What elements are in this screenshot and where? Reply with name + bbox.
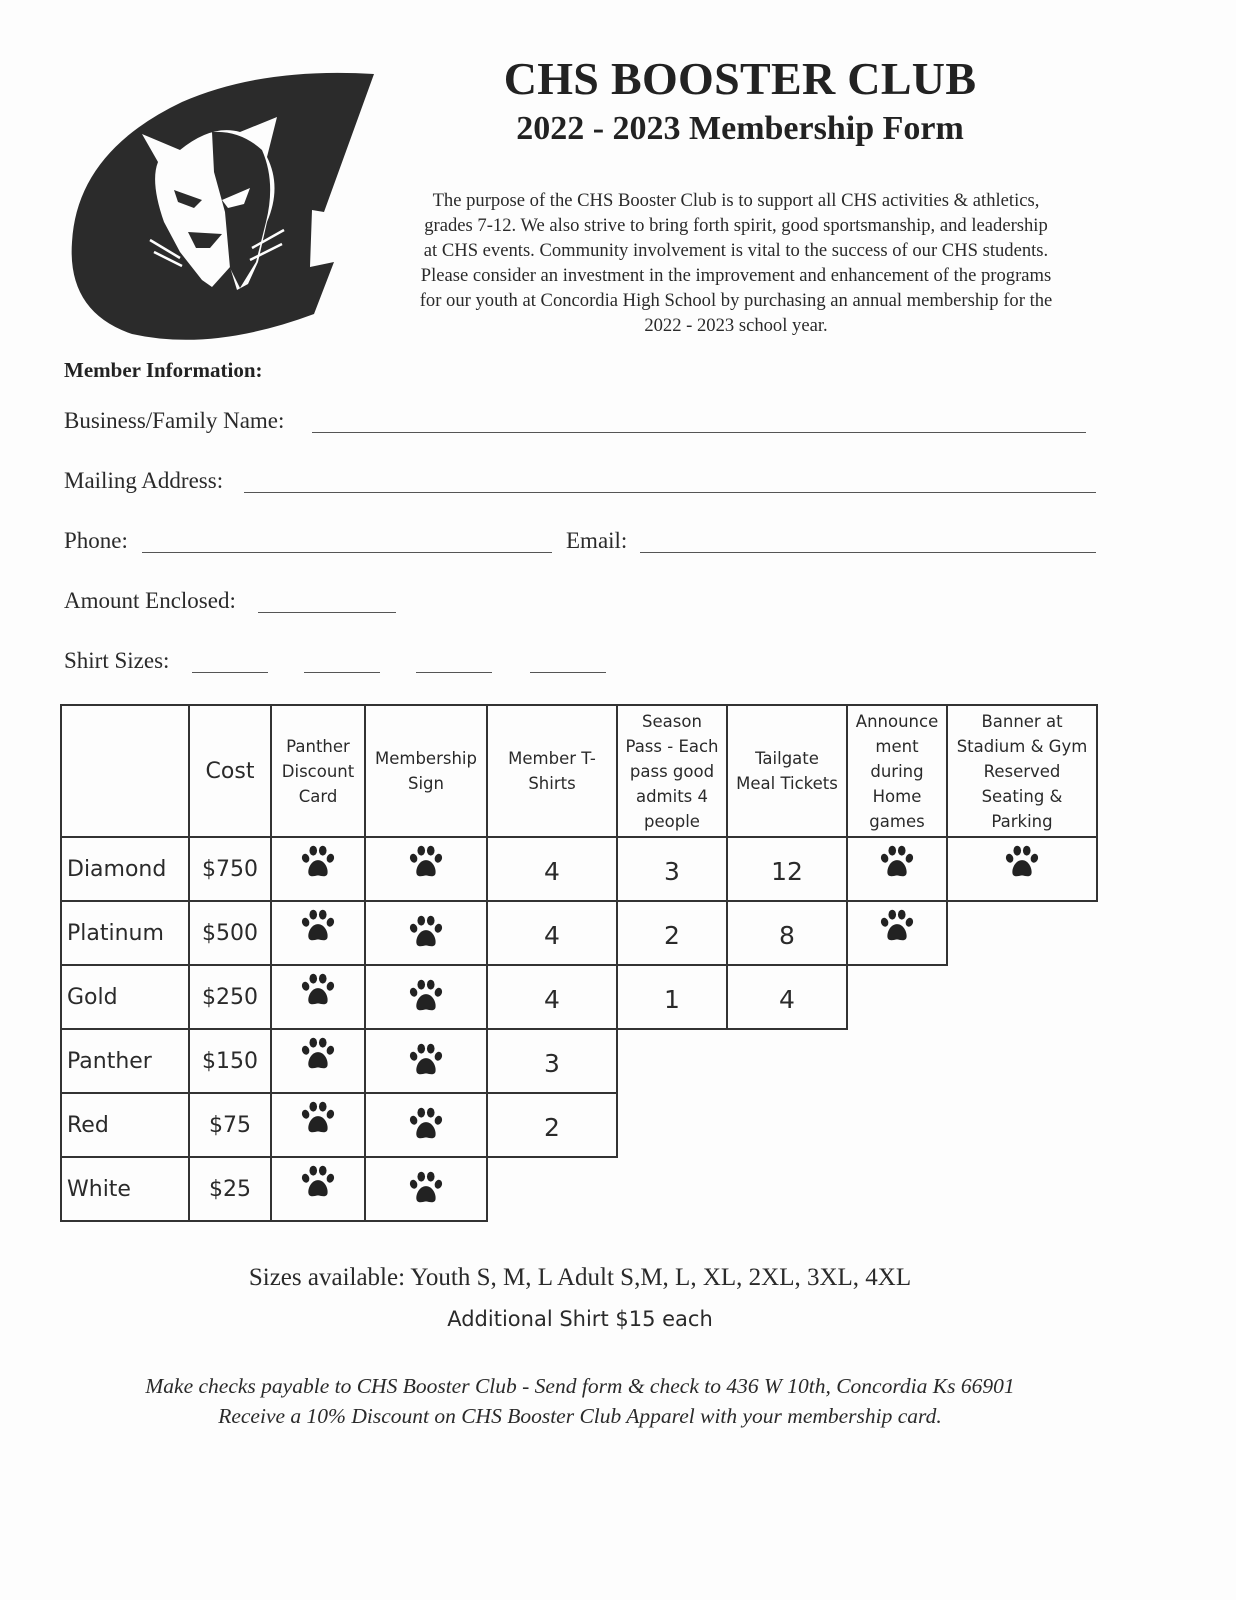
tier-cost: $75 — [189, 1093, 271, 1157]
page-title: CHS BOOSTER CLUB — [503, 53, 977, 104]
table-row-gold — [61, 965, 1097, 1029]
apparel-discount-text: Receive a 10% Discount on CHS Booster Club Apparel with your membership card. — [218, 1404, 942, 1428]
membership-sign-cell — [365, 1029, 487, 1093]
header-label: pass good — [629, 761, 715, 781]
header-cost — [189, 705, 271, 837]
empty-cell — [727, 1157, 847, 1221]
header-label: games — [869, 811, 925, 831]
sizes-available-text: Sizes available: Youth S, M, L Adult S,M, L, XL, 2XL, 3XL, 4XL — [248, 1264, 912, 1291]
paw-print-icon — [299, 1164, 337, 1202]
header-label: Parking — [991, 811, 1053, 831]
paw-print-icon — [407, 844, 445, 882]
header-label: Cost — [205, 758, 255, 784]
tshirts-cell: 3 — [487, 1029, 617, 1093]
header-label: Membership — [375, 749, 477, 768]
intro-line: for our youth at Concordia High School by purchasing an annual membership for the — [419, 290, 1053, 311]
membership-sign-cell — [365, 837, 487, 901]
business-name-field[interactable] — [312, 432, 1086, 433]
season-pass-cell: 3 — [617, 837, 727, 901]
mailing-address-label: Mailing Address: — [64, 468, 224, 493]
mailing-address-field[interactable] — [244, 492, 1096, 493]
empty-cell — [727, 1029, 847, 1093]
discount-card-cell — [271, 837, 365, 901]
empty-cell — [727, 1093, 847, 1157]
header-label: Reserved — [983, 761, 1061, 781]
paw-print-icon — [878, 844, 916, 882]
empty-cell — [617, 1029, 727, 1093]
tier-cost: $25 — [189, 1157, 271, 1221]
paw-print-icon — [407, 1170, 445, 1208]
meal-tickets-cell: 12 — [727, 837, 847, 901]
announcement-cell — [847, 837, 947, 901]
business-name-label: Business/Family Name: — [64, 408, 285, 433]
season-pass-cell: 1 — [617, 965, 727, 1029]
announcement-cell — [847, 901, 947, 965]
discount-card-cell — [271, 1157, 365, 1221]
paw-print-icon — [1003, 844, 1041, 882]
empty-cell — [947, 1029, 1097, 1093]
membership-sign-cell — [365, 1157, 487, 1221]
header-membership-sign — [365, 705, 487, 837]
tshirts-cell: 4 — [487, 965, 617, 1029]
email-field[interactable] — [640, 552, 1096, 553]
empty-cell — [947, 1093, 1097, 1157]
header-label: Announce — [855, 711, 939, 731]
tier-name: Diamond — [61, 837, 189, 901]
membership-sign-cell — [365, 965, 487, 1029]
paw-print-icon — [407, 914, 445, 952]
shirt-size-field-2[interactable] — [304, 672, 380, 673]
header-season-pass — [617, 705, 727, 837]
empty-cell — [617, 1093, 727, 1157]
header-label: ment — [875, 736, 919, 756]
membership-sign-cell — [365, 1093, 487, 1157]
tier-name: Red — [61, 1093, 189, 1157]
paw-print-icon — [878, 908, 916, 946]
shirt-size-field-1[interactable] — [192, 672, 268, 673]
intro-line: The purpose of the CHS Booster Club is to support all CHS activities & athletics, — [432, 190, 1040, 211]
header-label: people — [644, 811, 700, 831]
discount-card-cell — [271, 1029, 365, 1093]
header-label: Meal Tickets — [736, 774, 838, 793]
tier-name: Panther — [61, 1029, 189, 1093]
paw-print-icon — [407, 1106, 445, 1144]
meal-tickets-cell: 8 — [727, 901, 847, 965]
checks-payable-text: Make checks payable to CHS Booster Club - Send form & check to 436 W 10th, Concordia Ks 66901 — [145, 1374, 1015, 1398]
empty-cell — [847, 1093, 947, 1157]
empty-cell — [947, 965, 1097, 1029]
tier-cost: $150 — [189, 1029, 271, 1093]
header-label: Season — [642, 711, 702, 731]
phone-field[interactable] — [142, 552, 552, 553]
discount-card-cell — [271, 965, 365, 1029]
header-label: Seating & — [981, 786, 1063, 806]
tier-cost: $750 — [189, 837, 271, 901]
empty-cell — [847, 965, 947, 1029]
header-label: Member T- — [508, 749, 596, 768]
header-tshirts — [487, 705, 617, 837]
paw-print-icon — [407, 978, 445, 1016]
panther-c-logo-icon — [62, 62, 382, 352]
table-header-row — [61, 705, 1097, 837]
tier-name: White — [61, 1157, 189, 1221]
paw-print-icon — [299, 844, 337, 882]
amount-enclosed-label: Amount Enclosed: — [64, 588, 236, 613]
intro-line: at CHS events. Community involvement is vital to the success of our CHS students. — [423, 240, 1049, 261]
header-label: Shirts — [528, 774, 576, 793]
banner-cell — [947, 837, 1097, 901]
tshirts-cell: 4 — [487, 837, 617, 901]
meal-tickets-cell: 4 — [727, 965, 847, 1029]
intro-line: grades 7-12. We also strive to bring forth spirit, good sportsmanship, and leadership — [424, 215, 1048, 236]
tier-cost: $250 — [189, 965, 271, 1029]
table-row-platinum — [61, 901, 1097, 965]
header-label: Home — [872, 786, 922, 806]
table-row-white — [61, 1157, 1097, 1221]
header-label: Stadium & Gym — [956, 736, 1088, 756]
header-label: Discount — [281, 761, 355, 781]
empty-cell — [487, 1157, 617, 1221]
tshirts-cell: 4 — [487, 901, 617, 965]
email-label: Email: — [566, 528, 628, 553]
membership-sign-cell — [365, 901, 487, 965]
discount-card-cell — [271, 901, 365, 965]
header-discount-card — [271, 705, 365, 837]
tier-name: Platinum — [61, 901, 189, 965]
member-information-heading: Member Information: — [64, 358, 263, 382]
header-tier — [61, 705, 189, 837]
paw-print-icon — [299, 1036, 337, 1074]
header-label: during — [870, 761, 924, 781]
header-label: admits 4 — [635, 786, 709, 806]
empty-cell — [847, 1029, 947, 1093]
header-meal-tickets — [727, 705, 847, 837]
table-row-panther — [61, 1029, 1097, 1093]
paw-print-icon — [407, 1042, 445, 1080]
paw-print-icon — [299, 972, 337, 1010]
membership-tiers-table — [60, 704, 1098, 1222]
header-announcement — [847, 705, 947, 837]
header-label: Sign — [408, 774, 444, 793]
intro-line: Please consider an investment in the improvement and enhancement of the programs — [420, 265, 1052, 286]
header-label: Panther — [286, 736, 350, 756]
phone-label: Phone: — [64, 528, 128, 553]
header-label: Pass - Each — [625, 736, 719, 756]
intro-line: 2022 - 2023 school year. — [644, 315, 828, 336]
empty-cell — [947, 901, 1097, 965]
empty-cell — [617, 1157, 727, 1221]
header-label: Tailgate — [755, 749, 819, 768]
season-pass-cell: 2 — [617, 901, 727, 965]
table-row-diamond — [61, 837, 1097, 901]
tshirts-cell: 2 — [487, 1093, 617, 1157]
shirt-size-field-3[interactable] — [416, 672, 492, 673]
tier-cost: $500 — [189, 901, 271, 965]
paw-print-icon — [299, 908, 337, 946]
tier-name: Gold — [61, 965, 189, 1029]
discount-card-cell — [271, 1093, 365, 1157]
shirt-size-field-4[interactable] — [530, 672, 606, 673]
page-subtitle: 2022 - 2023 Membership Form — [516, 110, 964, 147]
amount-enclosed-field[interactable] — [258, 612, 396, 613]
additional-shirt-text: Additional Shirt $15 each — [447, 1307, 713, 1331]
header-label: Banner at — [981, 711, 1063, 731]
empty-cell — [947, 1157, 1097, 1221]
header-banner — [947, 705, 1097, 837]
intro-paragraph — [366, 188, 1106, 338]
shirt-sizes-label: Shirt Sizes: — [64, 648, 170, 673]
header-label: Card — [298, 786, 338, 806]
table-row-red — [61, 1093, 1097, 1157]
empty-cell — [847, 1157, 947, 1221]
paw-print-icon — [299, 1100, 337, 1138]
